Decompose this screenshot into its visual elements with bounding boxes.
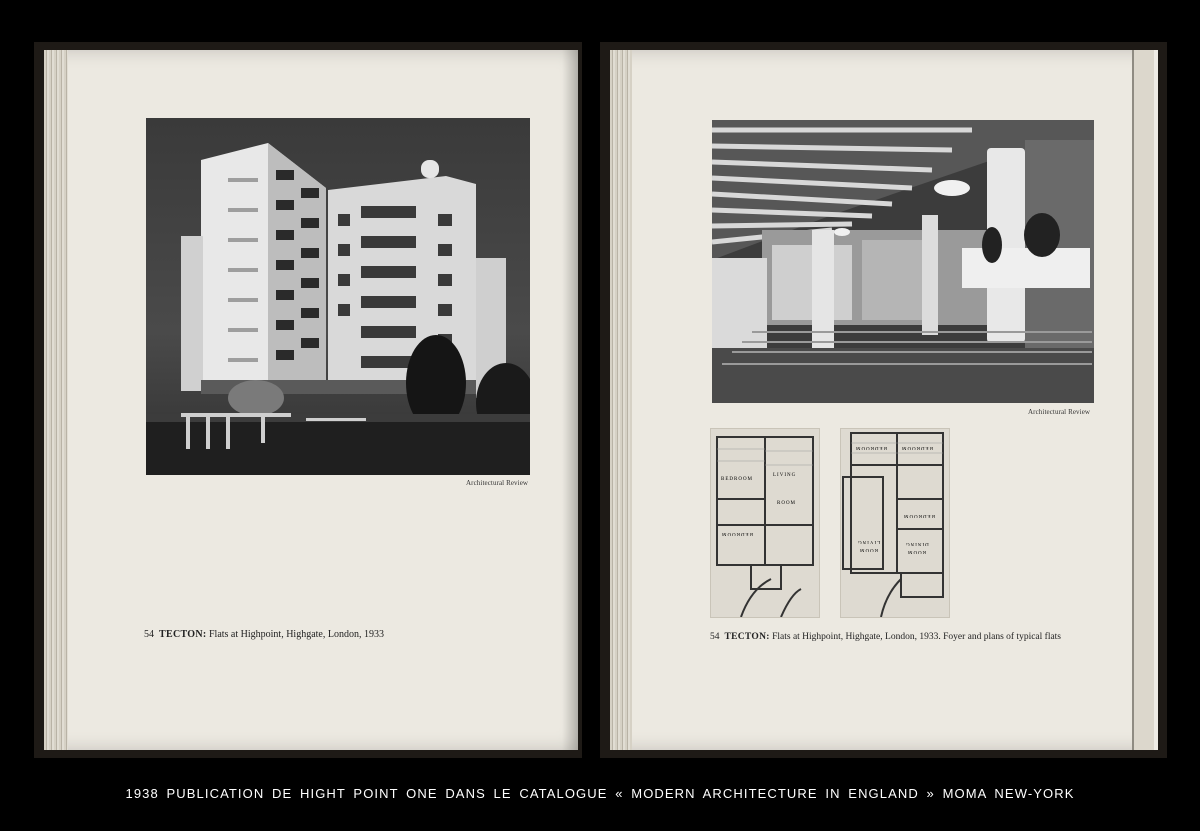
plan-label: BEDROOM [855, 445, 888, 450]
architect-name: TECTON: [724, 632, 770, 642]
page-edges [44, 50, 68, 750]
plan-label: LIVING [773, 473, 797, 478]
plan-label: BEDROOM [901, 445, 934, 450]
page-edges [610, 50, 632, 750]
plan-label: ROOM [859, 547, 879, 552]
right-book-page [600, 42, 1167, 758]
plan-label: DINING [905, 541, 929, 546]
plan-b-drawing [841, 429, 949, 617]
left-page-sheet [44, 50, 578, 750]
right-page-sheet [610, 50, 1158, 750]
floor-plan-b [840, 428, 950, 618]
building-illustration [146, 118, 530, 475]
left-book-page [34, 42, 582, 758]
page-edges-right [1132, 50, 1158, 750]
plate-number: 54 [710, 632, 720, 642]
photo-credit: Architectural Review [1028, 408, 1091, 416]
caption-text: Flats at Highpoint, Highgate, London, 1933. Foyer and plans of typical flats [772, 632, 1062, 642]
highpoint-building-photo [146, 118, 530, 475]
gutter-shadow [562, 50, 578, 750]
architect-name: TECTON: [159, 629, 207, 640]
footer-caption: 1938 PUBLICATION DE HIGHT POINT ONE DANS LE CATALOGUE « MODERN ARCHITECTURE IN ENGLAND » MOMA NEW-YORK [125, 786, 1075, 801]
plan-label: BEDROOM [721, 531, 754, 536]
right-caption [710, 632, 1061, 642]
plan-label: ROOM [777, 501, 797, 506]
plan-label: ROOM [907, 549, 927, 554]
plan-label: LIVING [857, 539, 881, 544]
left-caption [144, 629, 384, 640]
plan-label: BEDROOM [721, 477, 754, 482]
foyer-photo [712, 120, 1094, 403]
photo-credit: Architectural Review [466, 479, 529, 487]
foyer-illustration [712, 120, 1094, 403]
plan-a-drawing [711, 429, 819, 617]
caption-text: Flats at Highpoint, Highgate, London, 1933 [208, 629, 384, 640]
plate-number: 54 [144, 629, 154, 640]
plan-label: BEDROOM [903, 513, 936, 518]
floor-plan-a [710, 428, 820, 618]
